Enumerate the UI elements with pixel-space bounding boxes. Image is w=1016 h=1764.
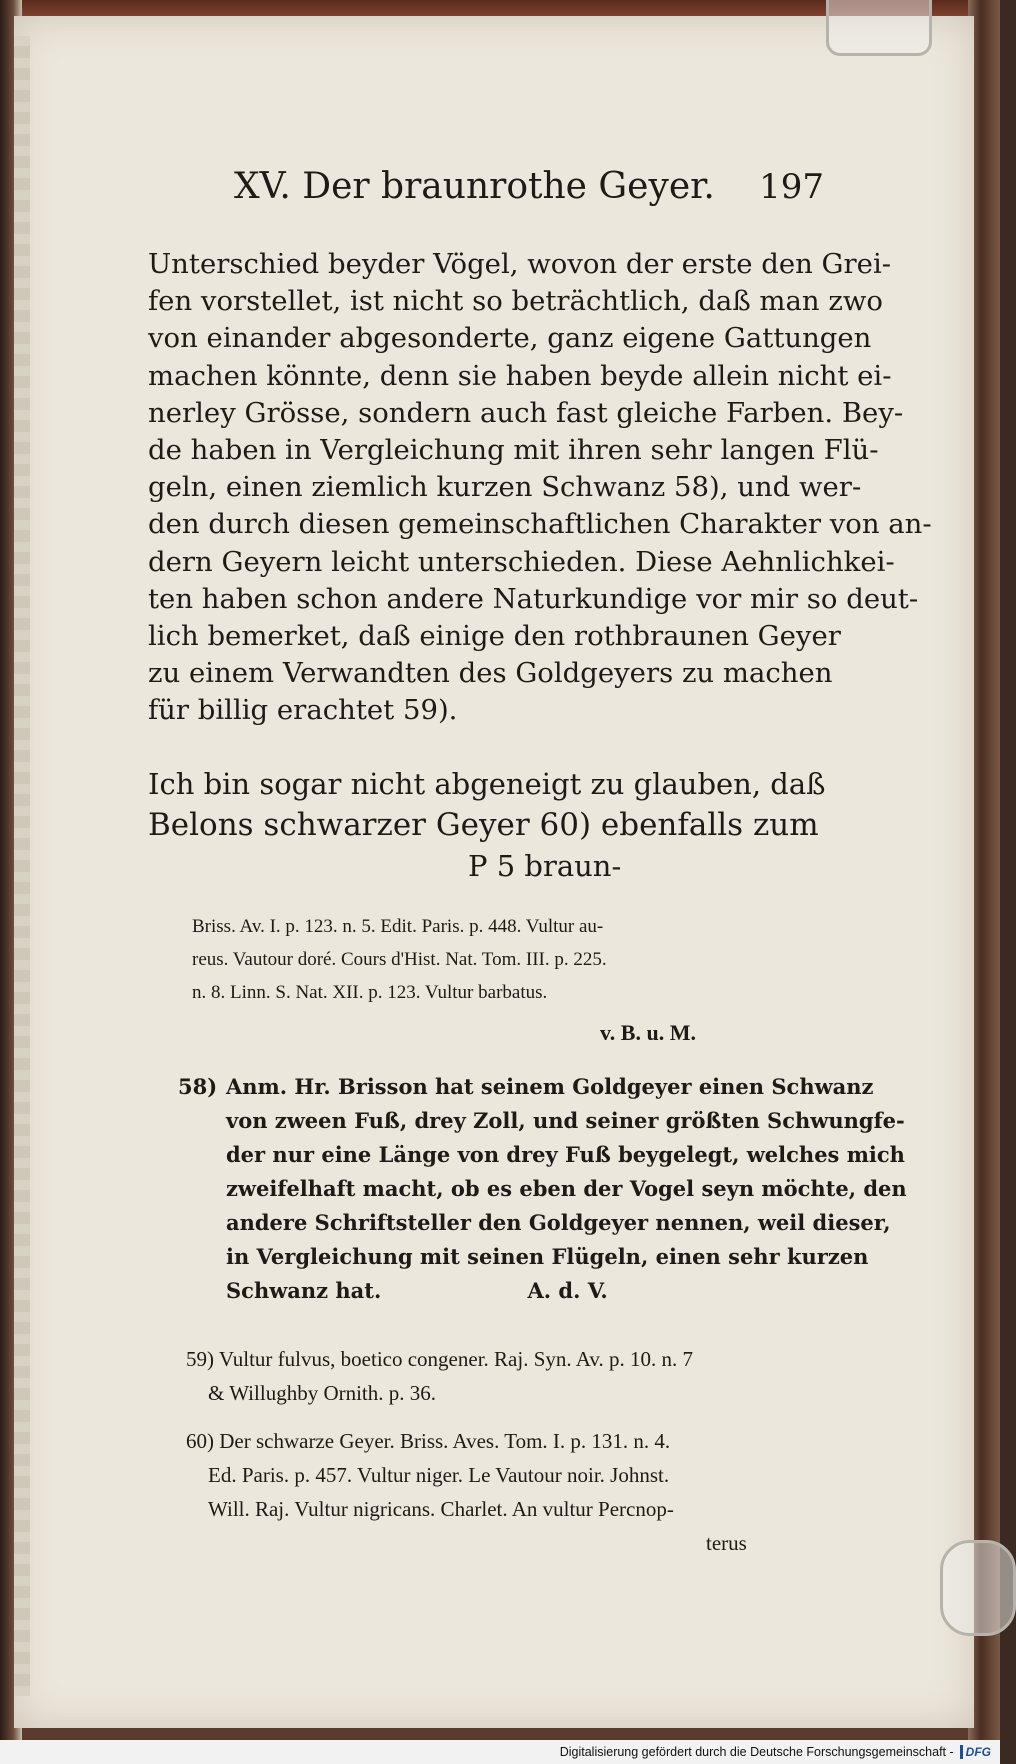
footnote-line: von zween Fuß, drey Zoll, und seiner größten Schwungfe- [226,1108,905,1133]
footnote-line: Schwanz hat. A. d. V. [226,1278,608,1303]
page-title: XV. Der braunrothe Geyer. [234,166,715,207]
footnote-line: Briss. Av. I. p. 123. n. 5. Edit. Paris. p. 448. Vultur au- [192,916,604,937]
text-line: machen könnte, denn sie haben beyde allein nicht ei- [148,359,892,392]
text-line: nerley Grösse, sondern auch fast gleiche Farben. Bey- [148,396,904,429]
text-line: de haben in Vergleichung mit ihren sehr langen Flü- [148,434,879,467]
second-paragraph [148,764,840,887]
text-line: Belons schwarzer Geyer 60) ebenfalls zum [148,807,819,843]
digitization-credit-bar [0,1740,1000,1764]
footnote-line: Ed. Paris. p. 457. Vultur niger. Le Vautour noir. Johnst. [208,1463,670,1487]
footnote-line: & Willughby Ornith. p. 36. [208,1381,437,1405]
catchword: braun- [524,849,622,883]
footnote-line: 60) Der schwarze Geyer. Briss. Aves. Tom. I. p. 131. n. 4. [186,1429,671,1453]
running-header [234,166,824,226]
text-line: ten haben schon andere Naturkundige vor mir so deut- [148,582,919,615]
page-number: 197 [759,167,824,207]
book-page [14,16,974,1728]
main-paragraph [148,246,932,730]
footnote-signature: v. B. u. M. [600,1020,696,1045]
signature-line [148,846,840,887]
footnote-line: terus [706,1531,747,1555]
text-line: fen vorstellet, ist nicht so beträchtlich, daß man zwo [148,285,883,318]
text-line: Ich bin sogar nicht abgeneigt zu glauben, daß [148,767,826,801]
footnote-58 [178,1070,907,1308]
footnote-line: Anm. Hr. Brisson hat seinem Goldgeyer einen Schwanz [226,1074,874,1099]
page-clip-icon [826,0,932,56]
footnote-line: Will. Raj. Vultur nigricans. Charlet. An vultur Percnop- [208,1497,674,1521]
credit-text: Digitalisierung gefördert durch die Deutsche Forschungsgemeinschaft - [559,1745,954,1759]
footnote-line: reus. Vautour doré. Cours d'Hist. Nat. Tom. III. p. 225. [192,949,607,970]
text-line: Unterschied beyder Vögel, wovon der erste den Grei- [148,248,892,280]
text-line: geln, einen ziemlich kurzen Schwanz 58), und wer- [148,471,862,504]
footnote-line: n. 8. Linn. S. Nat. XII. p. 123. Vultur barbatus. [192,982,548,1003]
facing-page-edge [14,36,30,1696]
text-line: zu einem Verwandten des Goldgeyers zu machen [148,657,833,690]
text-line: von einander abgesonderte, ganz eigene Gattungen [148,322,872,355]
footnote-60 [186,1424,846,1560]
text-line: dern Geyern leicht unterschieden. Diese Aehnlichkei- [148,545,895,578]
footnote-line: in Vergleichung mit seinen Flügeln, einen sehr kurzen [226,1244,869,1269]
footnote-line: der nur eine Länge von drey Fuß beygelegt, welches mich [226,1142,905,1167]
footnote-number: 58) [178,1074,218,1099]
text-line: den durch diesen gemeinschaftlichen Charakter von an- [148,508,932,541]
footnote-line: andere Schriftsteller den Goldgeyer nennen, weil dieser, [226,1210,891,1235]
text-line: lich bemerket, daß einige den rothbraunen Geyer [148,620,841,653]
dfg-logo: DFG [960,1745,994,1759]
page-clip-icon [940,1540,1016,1636]
footnote-continuation [192,910,842,1045]
footnote-line: zweifelhaft macht, ob es eben der Vogel seyn möchte, den [226,1176,907,1201]
text-line: für billig erachtet 59). [148,694,458,727]
printer-signature: P 5 [468,849,516,883]
footnote-59 [186,1342,846,1410]
footnote-line: 59) Vultur fulvus, boetico congener. Raj. Syn. Av. p. 10. n. 7 [186,1347,693,1371]
